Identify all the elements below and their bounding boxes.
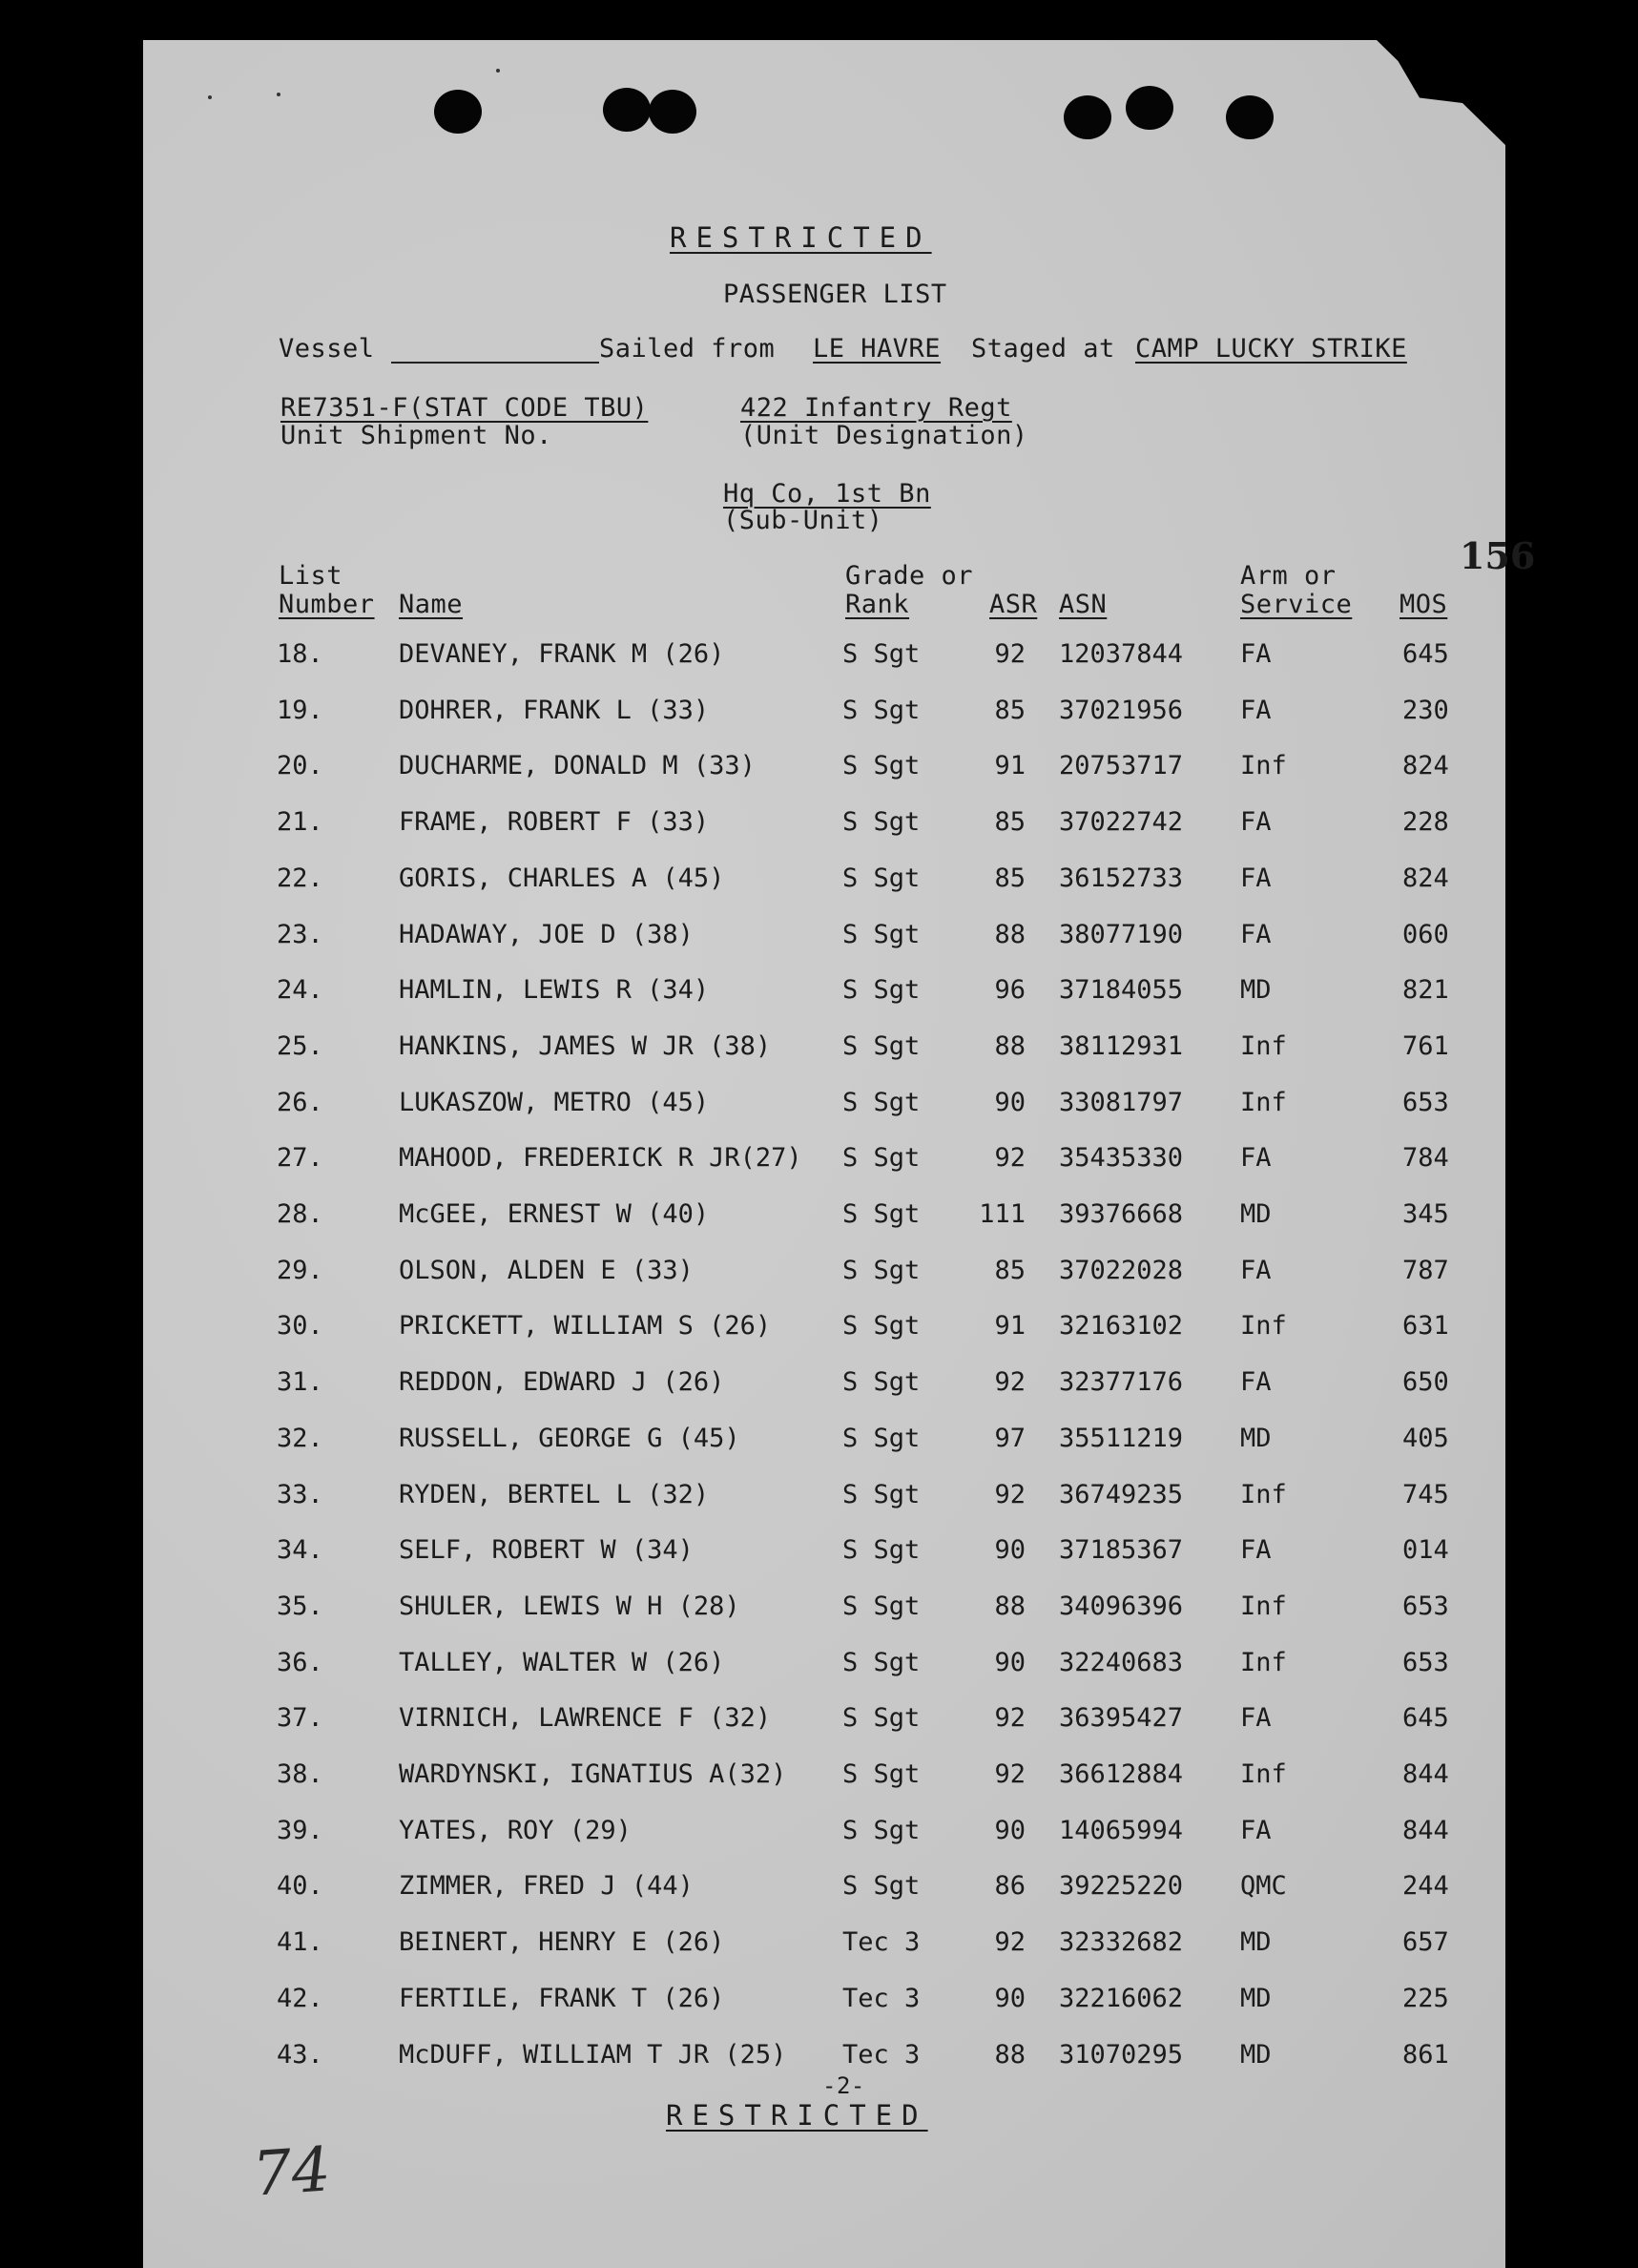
cell-grade: S Sgt [842, 1143, 921, 1174]
cell-asn: 36749235 [1059, 1479, 1184, 1509]
cell-grade: S Sgt [842, 1535, 921, 1566]
cell-mos: 821 [1402, 975, 1449, 1006]
cell-asr: 92 [994, 1927, 1026, 1958]
cell-grade: S Sgt [842, 695, 921, 725]
cell-name: DOHRER, FRANK L (33) [399, 695, 710, 725]
cell-asn: 31070295 [1059, 2039, 1184, 2070]
cell-asn: 37184055 [1059, 975, 1184, 1006]
cell-asn: 37022742 [1059, 807, 1184, 838]
restricted-header: RESTRICTED [670, 221, 932, 254]
cell-mos: 844 [1402, 1759, 1449, 1789]
torn-corner [1362, 40, 1505, 145]
col-grade-1: Grade or [845, 561, 974, 591]
col-arm-1: Arm or [1240, 561, 1337, 591]
cell-name: McGEE, ERNEST W (40) [399, 1199, 710, 1229]
cell-asn: 32377176 [1059, 1367, 1184, 1398]
cell-asn: 34096396 [1059, 1591, 1184, 1621]
cell-asn: 39376668 [1059, 1199, 1184, 1229]
cell-asn: 32332682 [1059, 1927, 1184, 1958]
cell-num: 36. [277, 1647, 323, 1677]
cell-mos: 645 [1402, 639, 1449, 669]
cell-mos: 653 [1402, 1087, 1449, 1117]
cell-asn: 32216062 [1059, 1983, 1184, 2013]
cell-asr: 92 [994, 1703, 1026, 1734]
cell-num: 20. [277, 751, 323, 781]
cell-arm: FA [1240, 863, 1272, 893]
page-stamp-number: 156 [1460, 534, 1536, 577]
handwritten-number: 74 [250, 2134, 333, 2211]
cell-num: 29. [277, 1255, 323, 1285]
cell-arm: FA [1240, 1255, 1272, 1285]
cell-num: 18. [277, 639, 323, 669]
cell-grade: S Sgt [842, 1255, 921, 1285]
col-list-2: Number [279, 590, 375, 619]
cell-asn: 39225220 [1059, 1871, 1184, 1902]
cell-arm: MD [1240, 2039, 1272, 2070]
cell-num: 40. [277, 1871, 323, 1902]
punch-hole [1226, 95, 1274, 139]
cell-grade: Tec 3 [842, 1983, 921, 2013]
cell-arm: FA [1240, 1535, 1272, 1566]
cell-mos: 653 [1402, 1647, 1449, 1677]
cell-num: 31. [277, 1367, 323, 1398]
cell-num: 27. [277, 1143, 323, 1174]
cell-num: 19. [277, 695, 323, 725]
cell-num: 33. [277, 1479, 323, 1509]
cell-grade: S Sgt [842, 1479, 921, 1509]
cell-asr: 111 [979, 1199, 1026, 1229]
cell-mos: 784 [1402, 1143, 1449, 1174]
cell-name: DUCHARME, DONALD M (33) [399, 751, 756, 781]
cell-asn: 32163102 [1059, 1311, 1184, 1342]
cell-grade: S Sgt [842, 919, 921, 949]
cell-grade: S Sgt [842, 1030, 921, 1061]
cell-arm: Inf [1240, 1647, 1287, 1677]
cell-asr: 97 [994, 1423, 1026, 1453]
cell-name: DEVANEY, FRANK M (26) [399, 639, 725, 669]
cell-name: FERTILE, FRANK T (26) [399, 1983, 725, 2013]
cell-arm: MD [1240, 975, 1272, 1006]
cell-grade: S Sgt [842, 1815, 921, 1845]
cell-arm: MD [1240, 1927, 1272, 1958]
cell-mos: 631 [1402, 1311, 1449, 1342]
col-grade-2: Rank [845, 590, 910, 619]
cell-asr: 92 [994, 1143, 1026, 1174]
cell-mos: 645 [1402, 1703, 1449, 1734]
cell-num: 30. [277, 1311, 323, 1342]
cell-grade: S Sgt [842, 1367, 921, 1398]
cell-name: GORIS, CHARLES A (45) [399, 863, 725, 893]
cell-asn: 14065994 [1059, 1815, 1184, 1845]
shipment-number-label: Unit Shipment No. [280, 421, 552, 450]
cell-grade: S Sgt [842, 1311, 921, 1342]
cell-asr: 86 [994, 1871, 1026, 1902]
cell-mos: 653 [1402, 1591, 1449, 1621]
cell-asn: 12037844 [1059, 639, 1184, 669]
punch-hole [434, 90, 482, 134]
col-mos: MOS [1400, 590, 1448, 619]
cell-name: WARDYNSKI, IGNATIUS A(32) [399, 1759, 787, 1789]
cell-asn: 37022028 [1059, 1255, 1184, 1285]
cell-mos: 824 [1402, 863, 1449, 893]
cell-num: 42. [277, 1983, 323, 2013]
cell-name: HAMLIN, LEWIS R (34) [399, 975, 710, 1006]
cell-asr: 90 [994, 1087, 1026, 1117]
cell-mos: 230 [1402, 695, 1449, 725]
cell-mos: 844 [1402, 1815, 1449, 1845]
cell-asn: 33081797 [1059, 1087, 1184, 1117]
cell-asn: 20753717 [1059, 751, 1184, 781]
cell-name: TALLEY, WALTER W (26) [399, 1647, 725, 1677]
cell-arm: Inf [1240, 1087, 1287, 1117]
cell-mos: 650 [1402, 1367, 1449, 1398]
cell-grade: S Sgt [842, 751, 921, 781]
cell-asr: 90 [994, 1535, 1026, 1566]
cell-asn: 36395427 [1059, 1703, 1184, 1734]
cell-asn: 37021956 [1059, 695, 1184, 725]
cell-asn: 36612884 [1059, 1759, 1184, 1789]
cell-arm: Inf [1240, 1591, 1287, 1621]
cell-arm: FA [1240, 1143, 1272, 1174]
cell-name: PRICKETT, WILLIAM S (26) [399, 1311, 772, 1342]
cell-grade: S Sgt [842, 639, 921, 669]
cell-mos: 345 [1402, 1199, 1449, 1229]
cell-asr: 92 [994, 1759, 1026, 1789]
cell-asr: 88 [994, 1591, 1026, 1621]
cell-name: MAHOOD, FREDERICK R JR(27) [399, 1143, 802, 1174]
cell-arm: Inf [1240, 1759, 1287, 1789]
cell-asr: 91 [994, 1311, 1026, 1342]
cell-arm: QMC [1240, 1871, 1287, 1902]
shipment-number: RE7351-F(STAT CODE TBU) [280, 393, 649, 423]
cell-grade: S Sgt [842, 1647, 921, 1677]
cell-num: 41. [277, 1927, 323, 1958]
cell-num: 38. [277, 1759, 323, 1789]
cell-grade: S Sgt [842, 1759, 921, 1789]
col-name: Name [399, 590, 464, 619]
cell-arm: FA [1240, 1703, 1272, 1734]
cell-asn: 35511219 [1059, 1423, 1184, 1453]
cell-asn: 38112931 [1059, 1030, 1184, 1061]
cell-asr: 96 [994, 975, 1026, 1006]
cell-mos: 225 [1402, 1983, 1449, 2013]
cell-grade: S Sgt [842, 1871, 921, 1902]
unit-designation-label: (Unit Designation) [740, 421, 1028, 450]
cell-grade: S Sgt [842, 807, 921, 838]
cell-arm: MD [1240, 1423, 1272, 1453]
cell-asr: 85 [994, 807, 1026, 838]
cell-name: HADAWAY, JOE D (38) [399, 919, 694, 949]
staged-at-value: CAMP LUCKY STRIKE [1135, 334, 1407, 364]
cell-arm: MD [1240, 1983, 1272, 2013]
cell-arm: Inf [1240, 1479, 1287, 1509]
cell-name: YATES, ROY (29) [399, 1815, 632, 1845]
cell-name: VIRNICH, LAWRENCE F (32) [399, 1703, 772, 1734]
cell-asr: 90 [994, 1983, 1026, 2013]
cell-grade: S Sgt [842, 1423, 921, 1453]
cell-mos: 657 [1402, 1927, 1449, 1958]
cell-grade: S Sgt [842, 1703, 921, 1734]
cell-name: ZIMMER, FRED J (44) [399, 1871, 694, 1902]
cell-grade: S Sgt [842, 1087, 921, 1117]
cell-arm: Inf [1240, 1030, 1287, 1061]
punch-hole [649, 90, 696, 134]
cell-asn: 38077190 [1059, 919, 1184, 949]
cell-mos: 405 [1402, 1423, 1449, 1453]
cell-num: 35. [277, 1591, 323, 1621]
cell-num: 26. [277, 1087, 323, 1117]
cell-num: 37. [277, 1703, 323, 1734]
cell-num: 43. [277, 2039, 323, 2070]
cell-mos: 761 [1402, 1030, 1449, 1061]
cell-grade: Tec 3 [842, 2039, 921, 2070]
cell-asr: 85 [994, 695, 1026, 725]
cell-arm: FA [1240, 1815, 1272, 1845]
cell-num: 22. [277, 863, 323, 893]
unit-designation: 422 Infantry Regt [740, 393, 1012, 423]
cell-name: RYDEN, BERTEL L (32) [399, 1479, 710, 1509]
sub-unit: Hq Co, 1st Bn [723, 479, 931, 509]
speck [496, 69, 500, 73]
vessel-blank [391, 362, 599, 364]
col-asr: ASR [989, 590, 1038, 619]
sailed-from-label: Sailed from [599, 334, 776, 364]
cell-arm: FA [1240, 695, 1272, 725]
cell-asr: 88 [994, 919, 1026, 949]
sub-unit-label: (Sub-Unit) [723, 506, 883, 535]
cell-name: REDDON, EDWARD J (26) [399, 1367, 725, 1398]
cell-name: RUSSELL, GEORGE G (45) [399, 1423, 740, 1453]
cell-grade: S Sgt [842, 1591, 921, 1621]
cell-asr: 92 [994, 1479, 1026, 1509]
punch-hole [603, 88, 651, 132]
cell-mos: 014 [1402, 1535, 1449, 1566]
cell-asr: 90 [994, 1815, 1026, 1845]
cell-grade: S Sgt [842, 1199, 921, 1229]
cell-asr: 92 [994, 1367, 1026, 1398]
cell-name: HANKINS, JAMES W JR (38) [399, 1030, 772, 1061]
cell-name: SELF, ROBERT W (34) [399, 1535, 694, 1566]
cell-name: FRAME, ROBERT F (33) [399, 807, 710, 838]
col-list-1: List [279, 561, 343, 591]
cell-asr: 85 [994, 1255, 1026, 1285]
cell-mos: 787 [1402, 1255, 1449, 1285]
cell-asr: 90 [994, 1647, 1026, 1677]
cell-mos: 745 [1402, 1479, 1449, 1509]
cell-mos: 244 [1402, 1871, 1449, 1902]
cell-arm: FA [1240, 639, 1272, 669]
cell-grade: S Sgt [842, 863, 921, 893]
col-asn: ASN [1059, 590, 1108, 619]
cell-asn: 36152733 [1059, 863, 1184, 893]
cell-mos: 060 [1402, 919, 1449, 949]
cell-num: 39. [277, 1815, 323, 1845]
cell-arm: FA [1240, 1367, 1272, 1398]
cell-name: LUKASZOW, METRO (45) [399, 1087, 710, 1117]
cell-asn: 35435330 [1059, 1143, 1184, 1174]
cell-mos: 861 [1402, 2039, 1449, 2070]
speck [208, 95, 212, 99]
cell-num: 25. [277, 1030, 323, 1061]
cell-asn: 32240683 [1059, 1647, 1184, 1677]
cell-arm: FA [1240, 919, 1272, 949]
cell-num: 24. [277, 975, 323, 1006]
cell-asr: 88 [994, 1030, 1026, 1061]
cell-arm: Inf [1240, 751, 1287, 781]
staged-at-label: Staged at [971, 334, 1115, 364]
cell-grade: Tec 3 [842, 1927, 921, 1958]
cell-num: 34. [277, 1535, 323, 1566]
cell-asn: 37185367 [1059, 1535, 1184, 1566]
cell-grade: S Sgt [842, 975, 921, 1006]
cell-num: 32. [277, 1423, 323, 1453]
cell-arm: MD [1240, 1199, 1272, 1229]
cell-num: 28. [277, 1199, 323, 1229]
document-title: PASSENGER LIST [723, 280, 947, 309]
cell-asr: 88 [994, 2039, 1026, 2070]
restricted-footer: RESTRICTED [666, 2099, 928, 2132]
cell-num: 23. [277, 919, 323, 949]
sailed-from-value: LE HAVRE [813, 334, 942, 364]
cell-arm: FA [1240, 807, 1272, 838]
cell-mos: 824 [1402, 751, 1449, 781]
document-page [143, 40, 1505, 2268]
punch-hole [1064, 95, 1111, 139]
page-number: -2- [822, 2072, 865, 2099]
cell-name: OLSON, ALDEN E (33) [399, 1255, 694, 1285]
cell-num: 21. [277, 807, 323, 838]
cell-mos: 228 [1402, 807, 1449, 838]
col-arm-2: Service [1240, 590, 1353, 619]
cell-asr: 91 [994, 751, 1026, 781]
cell-name: McDUFF, WILLIAM T JR (25) [399, 2039, 787, 2070]
cell-asr: 92 [994, 639, 1026, 669]
cell-asr: 85 [994, 863, 1026, 893]
punch-hole [1126, 86, 1173, 130]
cell-name: BEINERT, HENRY E (26) [399, 1927, 725, 1958]
speck [277, 93, 280, 96]
cell-arm: Inf [1240, 1311, 1287, 1342]
cell-name: SHULER, LEWIS W H (28) [399, 1591, 740, 1621]
vessel-label: Vessel [279, 334, 375, 364]
